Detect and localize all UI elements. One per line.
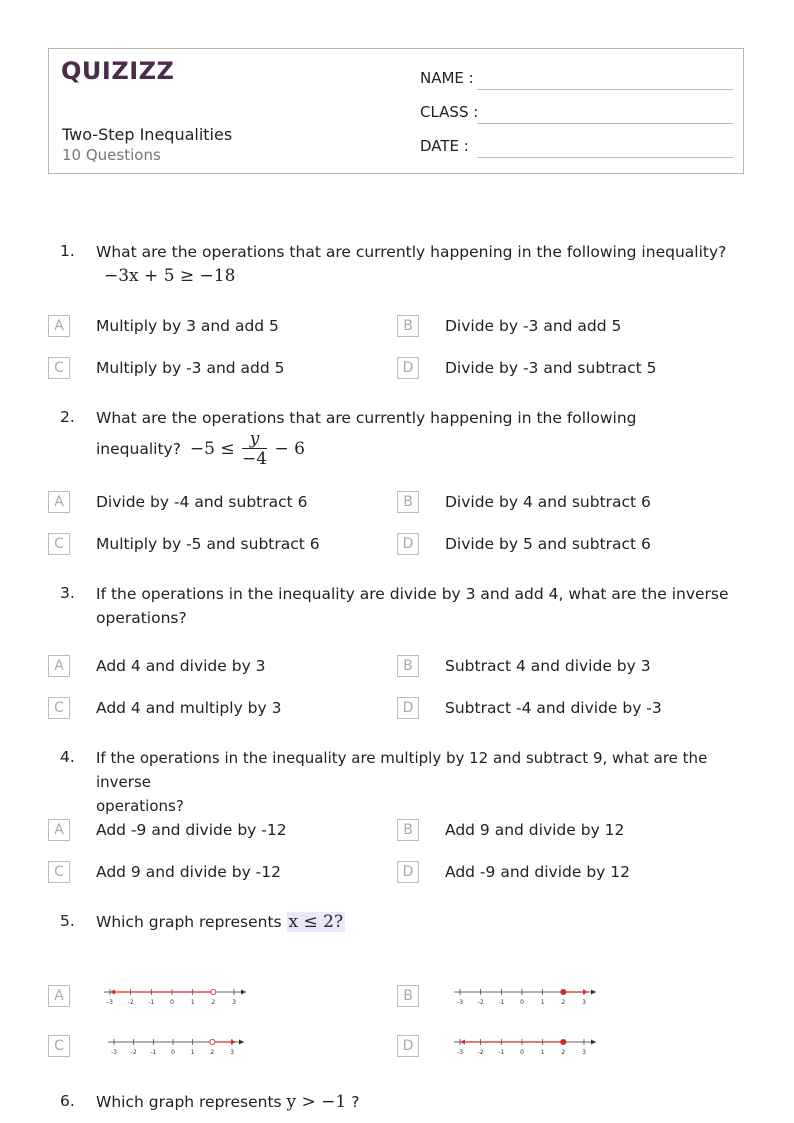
question-number: 5.: [60, 912, 75, 930]
option-letter[interactable]: C: [48, 1035, 70, 1057]
option-text[interactable]: Multiply by -5 and subtract 6: [96, 535, 320, 553]
quizizz-logo: QUIZIZZ: [61, 57, 175, 85]
number-line-graph[interactable]: [100, 1032, 250, 1060]
date-label: DATE :: [420, 137, 469, 155]
question-text: What are the operations that are currently happening in the following inequality? −3x + 5 ≥ −18: [96, 243, 727, 286]
tick-label: -2: [127, 999, 134, 1006]
option-text[interactable]: Multiply by -3 and add 5: [96, 359, 285, 377]
question-text: Which graph represents x ≤ 2?: [96, 912, 344, 932]
date-line: [477, 157, 733, 158]
option-text[interactable]: Divide by -4 and subtract 6: [96, 493, 308, 511]
solution-arrow: [460, 1040, 465, 1045]
question-count: 10 Questions: [62, 146, 161, 164]
axis-arrow: [591, 1040, 596, 1045]
tick-label: 0: [520, 1049, 524, 1056]
tick-label: -3: [457, 999, 463, 1006]
option-letter[interactable]: A: [48, 491, 70, 513]
tick-label: 3: [230, 1049, 234, 1056]
question-number: 3.: [60, 584, 75, 602]
class-line: [477, 123, 733, 124]
option-text[interactable]: Add 4 and multiply by 3: [96, 699, 282, 717]
tick-label: 0: [520, 999, 524, 1006]
tick-label: -2: [477, 1049, 484, 1056]
open-point: [211, 989, 216, 994]
option-text[interactable]: Add -9 and divide by 12: [445, 863, 630, 881]
option-letter[interactable]: B: [397, 985, 419, 1007]
tick-label: -1: [498, 1049, 505, 1056]
tick-label: -1: [148, 999, 155, 1006]
tick-label: -1: [150, 1049, 157, 1056]
question-text: If the operations in the inequality are divide by 3 and add 4, what are the inverse operations?: [96, 585, 729, 627]
axis-arrow: [239, 1040, 244, 1045]
option-letter[interactable]: B: [397, 819, 419, 841]
open-point: [210, 1039, 215, 1044]
tick-label: -2: [477, 999, 484, 1006]
option-text[interactable]: Subtract 4 and divide by 3: [445, 657, 651, 675]
question-number: 2.: [60, 408, 75, 426]
axis-arrow: [241, 990, 246, 995]
option-letter[interactable]: D: [397, 533, 419, 555]
question-number: 1.: [60, 242, 75, 260]
tick-label: 1: [190, 999, 195, 1006]
solution-arrow: [231, 1040, 236, 1045]
tick-label: 2: [561, 1049, 566, 1056]
tick-label: -3: [111, 1049, 117, 1056]
tick-label: 0: [171, 1049, 175, 1056]
tick-label: 1: [540, 999, 545, 1006]
tick-label: 2: [210, 1049, 215, 1056]
name-line: [477, 89, 733, 90]
option-letter[interactable]: A: [48, 819, 70, 841]
option-text[interactable]: Add 9 and divide by -12: [96, 863, 281, 881]
number-line-graph[interactable]: [446, 982, 602, 1010]
closed-point: [561, 989, 566, 994]
option-letter[interactable]: A: [48, 315, 70, 337]
tick-label: -3: [107, 999, 113, 1006]
axis-arrow: [591, 990, 596, 995]
question-math: −3x + 5 ≥ −18: [104, 266, 236, 286]
name-label: NAME :: [420, 69, 474, 87]
question-math: y > −1: [286, 1092, 347, 1112]
option-letter[interactable]: D: [397, 357, 419, 379]
tick-label: 1: [540, 1049, 545, 1056]
class-label: CLASS :: [420, 103, 479, 121]
option-text[interactable]: Divide by -3 and add 5: [445, 317, 622, 335]
worksheet-title: Two-Step Inequalities: [62, 125, 233, 144]
solution-arrow: [110, 990, 115, 995]
option-text[interactable]: Divide by 4 and subtract 6: [445, 493, 651, 511]
option-letter[interactable]: D: [397, 1035, 419, 1057]
option-letter[interactable]: C: [48, 533, 70, 555]
option-text[interactable]: Add 9 and divide by 12: [445, 821, 625, 839]
question-text: If the operations in the inequality are multiply by 12 and subtract 9, what are the inverse operations?: [96, 749, 708, 815]
option-text[interactable]: Multiply by 3 and add 5: [96, 317, 279, 335]
solution-arrow: [583, 990, 588, 995]
tick-label: 1: [190, 1049, 195, 1056]
question-number: 4.: [60, 748, 75, 766]
number-line-graph[interactable]: [446, 1032, 602, 1060]
tick-label: 0: [170, 999, 174, 1006]
worksheet-header: [48, 48, 744, 174]
tick-label: 2: [561, 999, 566, 1006]
closed-point: [561, 1039, 566, 1044]
option-text[interactable]: Subtract -4 and divide by -3: [445, 699, 662, 717]
number-line-graph[interactable]: [96, 982, 252, 1010]
option-letter[interactable]: C: [48, 357, 70, 379]
question-text: Which graph represents y > −1 ?: [96, 1092, 360, 1112]
tick-label: -1: [498, 999, 505, 1006]
option-letter[interactable]: C: [48, 861, 70, 883]
option-letter[interactable]: B: [397, 655, 419, 677]
option-letter[interactable]: B: [397, 491, 419, 513]
option-letter[interactable]: A: [48, 985, 70, 1007]
question-math: x ≤ 2?: [288, 912, 344, 932]
tick-label: -3: [457, 1049, 463, 1056]
option-text[interactable]: Add 4 and divide by 3: [96, 657, 266, 675]
tick-label: 3: [582, 999, 586, 1006]
option-letter[interactable]: D: [397, 861, 419, 883]
option-letter[interactable]: B: [397, 315, 419, 337]
option-letter[interactable]: D: [397, 697, 419, 719]
option-text[interactable]: Add -9 and divide by -12: [96, 821, 287, 839]
option-letter[interactable]: A: [48, 655, 70, 677]
question-number: 6.: [60, 1092, 75, 1110]
question-text: What are the operations that are currently happening in the following inequality? −5 ≤ $\frac{y}{-4}$ − 6: [96, 409, 637, 469]
tick-label: 3: [232, 999, 236, 1006]
tick-label: -2: [130, 1049, 137, 1056]
option-letter[interactable]: C: [48, 697, 70, 719]
tick-label: 2: [211, 999, 216, 1006]
option-text[interactable]: Divide by -3 and subtract 5: [445, 359, 657, 377]
question-math: −5 ≤ $\frac{y}{-4}$ − 6: [189, 429, 305, 469]
option-text[interactable]: Divide by 5 and subtract 6: [445, 535, 651, 553]
tick-label: 3: [582, 1049, 586, 1056]
